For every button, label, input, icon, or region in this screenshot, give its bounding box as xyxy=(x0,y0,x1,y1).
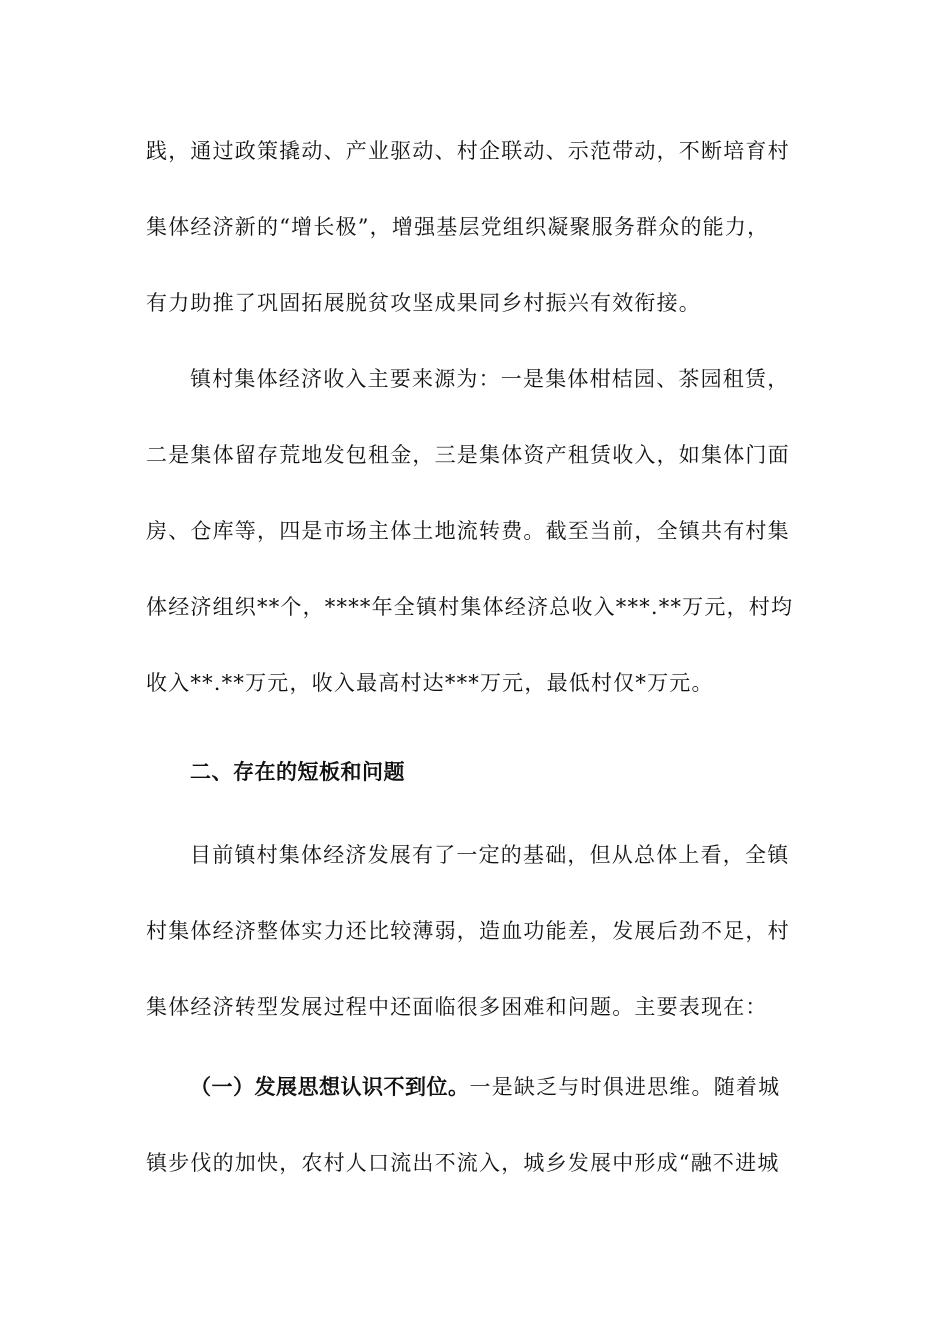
paragraph-line: 体经济组织**个，****年全镇村集体经济总收入***.**万元，村均 xyxy=(146,595,794,619)
paragraph-line: 集体经济转型发展过程中还面临很多困难和问题。主要表现在： xyxy=(146,995,768,1019)
paragraph-line: 有力助推了巩固拓展脱贫攻坚成果同乡村振兴有效衔接。 xyxy=(146,291,701,315)
section-heading: 二、存在的短板和问题 xyxy=(190,760,405,784)
paragraph-line: 践，通过政策撬动、产业驱动、村企联动、示范带动，不断培育村 xyxy=(146,139,790,163)
paragraph-line: 房、仓库等，四是市场主体土地流转费。截至当前，全镇共有村集 xyxy=(146,519,790,543)
paragraph-line: 村集体经济整体实力还比较薄弱，造血功能差，发展后劲不足，村 xyxy=(146,919,790,943)
paragraph-line: 二是集体留存荒地发包租金，三是集体资产租赁收入，如集体门面 xyxy=(146,443,790,467)
paragraph-text: 一是缺乏与时俱进思维。随着城 xyxy=(469,1075,781,1099)
subheading-lead: （一）发展思想认识不到位。 xyxy=(190,1075,470,1099)
paragraph-line: 集体经济新的“增长极”，增强基层党组织凝聚服务群众的能力， xyxy=(146,215,770,239)
paragraph-line: 收入**.**万元，收入最高村达***万元，最低村仅*万元。 xyxy=(146,671,714,695)
paragraph-line xyxy=(190,1072,796,1102)
paragraph-line: 镇步伐的加快，农村人口流出不流入，城乡发展中形成“融不进城 xyxy=(146,1151,780,1175)
paragraph-line: 镇村集体经济收入主要来源为：一是集体柑桔园、茶园租赁， xyxy=(190,367,790,391)
paragraph-line: 目前镇村集体经济发展有了一定的基础，但从总体上看，全镇 xyxy=(190,843,790,867)
